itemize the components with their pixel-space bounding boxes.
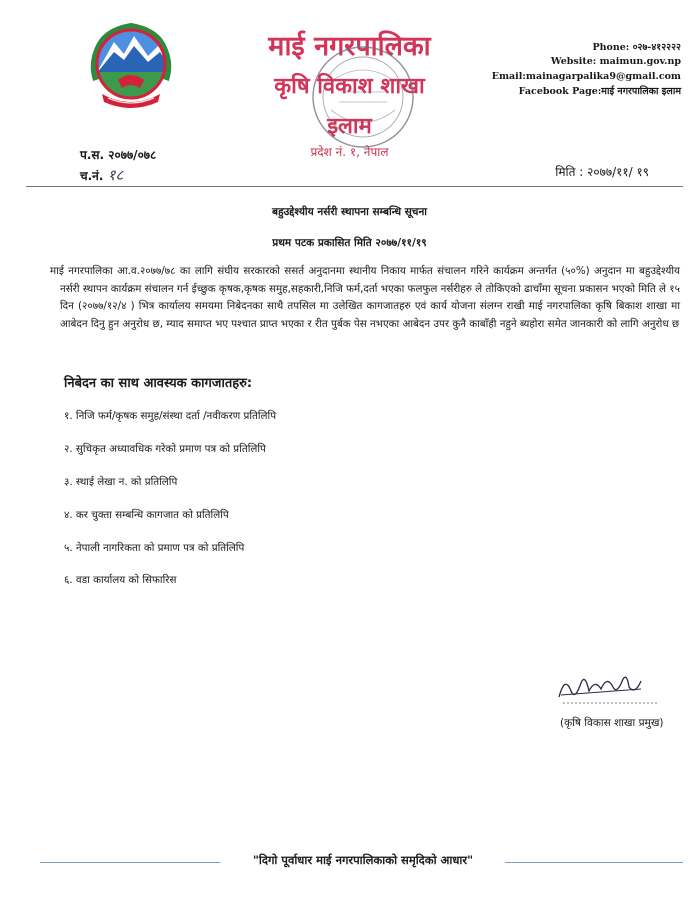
- contact-email[interactable]: Email:mainagarpalika9@gmail.com: [491, 71, 681, 82]
- requirements-heading: निबेदन का साथ आवस्यक कागजातहरु:: [64, 376, 253, 391]
- dispatch-number-row: [80, 165, 123, 185]
- branch-name: कृषि विकाश शाखा: [274, 74, 425, 99]
- office-seal-stamp: [303, 40, 423, 155]
- notice-title: बहुउद्देश्यीय नर्सरी स्थापना सम्बन्धि सूचना: [271, 206, 428, 218]
- requirement-item: ३. स्थाई लेखा न. को प्रतिलिपि: [64, 476, 178, 488]
- requirement-item: २. सुचिकृत अध्यावधिक गरेको प्रमाण पत्र को प्रतिलिपि: [64, 443, 266, 455]
- dispatch-label: च.नं.: [80, 169, 104, 183]
- fiscal-year: प.स. २०७७/०७८: [80, 148, 157, 162]
- requirement-item: १. निजि फर्म/कृषक समुह/संस्था दर्ता /नवीकरण प्रतिलिपि: [64, 410, 277, 422]
- footer-motto: "दिगो पूर्वाधार माई नगरपालिकाको समृदिको आधार": [252, 853, 474, 867]
- requirement-item: ४. कर चुक्ता सम्बन्धि कागजात को प्रतिलिपि: [64, 509, 229, 521]
- footer-line-right: [505, 862, 683, 863]
- footer-line-left: [40, 862, 220, 863]
- first-published-date: प्रथम पटक प्रकासित मिति २०७७/११/१९: [272, 237, 427, 249]
- dispatch-number: १८: [107, 166, 124, 184]
- issue-date: मिति : २०७७/११/ १९: [555, 165, 649, 179]
- contact-website[interactable]: Website: maimun.gov.np: [550, 56, 681, 67]
- handwritten-signature: [555, 665, 665, 710]
- contact-phone: Phone: ०२७-४१२२२२: [592, 42, 681, 53]
- contact-facebook[interactable]: Facebook Page:माई नगरपालिका इलाम: [518, 86, 681, 97]
- province-name: प्रदेश नं. १, नेपाल: [310, 145, 389, 159]
- notice-body: माई नगरपालिका आ.व.२०७७/७८ का लागि संघीय सरकारको ससर्त अनुदानमा स्थानीय निकाय मार्फत संचालन गरिने कार्यक्रम अन्तर्गत (५०%) अनुदान मा बहुउद्देश्यीय नर्सरी स्थापन कार्यक्रम संचालन गर्न ईच्छुक कृषक,कृषक समुह,सहकारी,निजि फर्म,दर्ता भएका फलफुल नर्सरीहरु ले तोकिएको ढाचाँमा सूचना प्रकासन भएको मिति ले १५ दिन (२०७७/१२/४ ) भित्र कार्यालय समयमा निबेदनका साथै तपसिल मा उलेखित कागजातहरु एवं कार्य योजना संलग्न राखी माई नगरपालिका कृषि बिकाश शाखा मा आबेदन दिनु हुन अनुरोध छ, म्याद समाप्त भए पश्चात प्राप्त भएका र रीत पुर्बक पेस नभएका आबेदन उपर कुनै काबाँही नहुने ब्यहोरा समेत जानकारी को लागि अनुरोध छ: [50, 265, 680, 330]
- signatory-title: (कृषि विकास शाखा प्रमुख): [560, 717, 664, 729]
- district-name: इलाम: [327, 114, 372, 139]
- requirement-item: ६. वडा कार्यालय को सिफारिस: [64, 574, 177, 586]
- requirement-item: ५. नेपाली नागरिकता को प्रमाण पत्र को प्रतिलिपि: [64, 542, 245, 554]
- organization-name: माई नगरपालिका: [268, 31, 431, 62]
- header-divider: [26, 186, 683, 187]
